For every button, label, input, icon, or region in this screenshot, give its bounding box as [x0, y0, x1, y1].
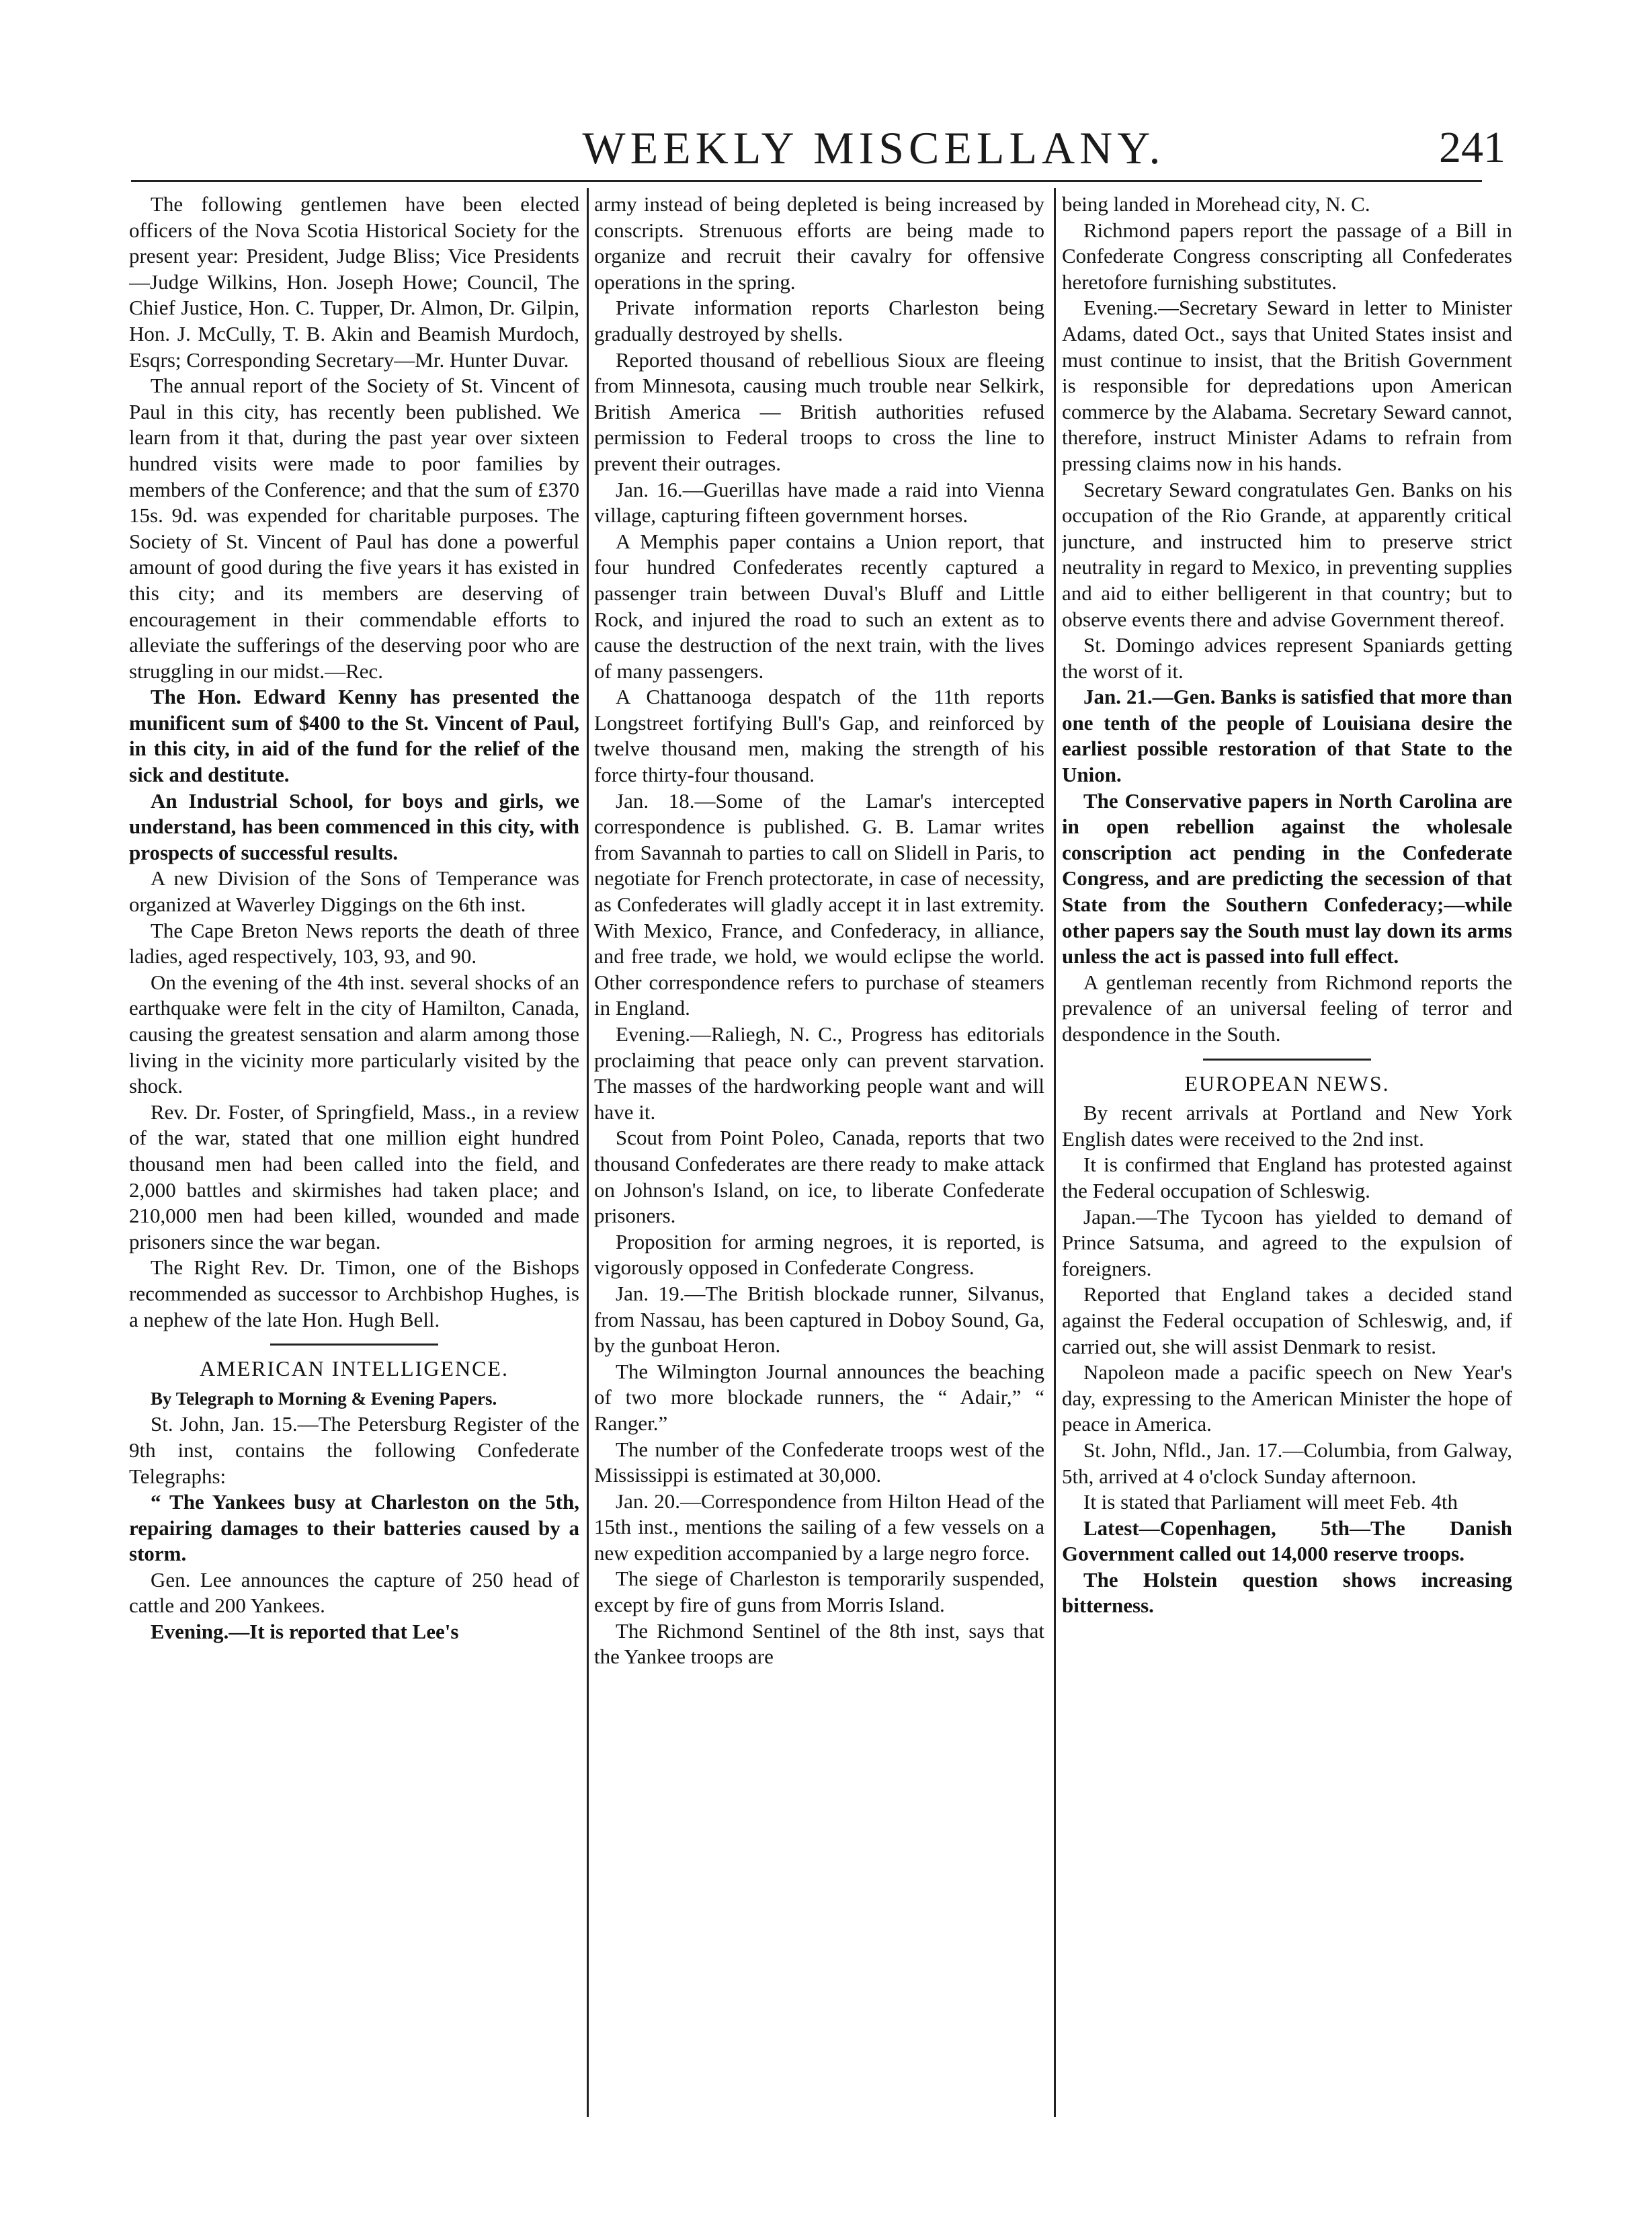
article-paragraph: “ The Yankees busy at Charleston on the 5th, repairing damages to their batteries caused by a storm. — [129, 1490, 579, 1566]
article-paragraph: St. John, Jan. 15.—The Petersburg Register of the 9th inst, contains the following Confederate Telegraphs: — [129, 1412, 579, 1488]
article-paragraph: Private information reports Charleston being gradually destroyed by shells. — [594, 296, 1044, 345]
article-paragraph: Jan. 16.—Guerillas have made a raid into Vienna village, capturing fifteen government horses. — [594, 477, 1044, 528]
column-3 — [1062, 192, 1512, 2127]
article-paragraph: Richmond papers report the passage of a Bill in Confederate Congress conscripting all Confederates heretofore furnishing substitutes. — [1062, 218, 1512, 294]
article-paragraph: It is confirmed that England has protested against the Federal occupation of Schleswig. — [1062, 1153, 1512, 1202]
masthead — [134, 114, 1505, 181]
article-paragraph: The Right Rev. Dr. Timon, one of the Bishops recommended as successor to Archbishop Hughes, is a nephew of the late Hon. Hugh Bell. — [129, 1255, 579, 1331]
section-heading-european: EUROPEAN NEWS. — [1062, 1056, 1512, 1097]
article-paragraph: The Conservative papers in North Carolina are in open rebellion against the wholesale conscription act pending in the Confederate Congress, and are predicting the secession of that State from the Southern Confederacy;—while other papers say the South must lay down its arms unless the act is passed into full effect. — [1062, 788, 1512, 968]
article-paragraph: being landed in Morehead city, N. C. — [1062, 192, 1370, 216]
article-paragraph: A Memphis paper contains a Union report, that four hundred Confederates recently captured a passenger train between Duval's Bluff and Little Rock, and injured the road to such an extent as to cause the destruction of the next train, with the lives of many passengers. — [594, 529, 1044, 683]
article-paragraph: The following gentlemen have been elected officers of the Nova Scotia Historical Society for the present year: President, Judge Bliss; Vice Presidents—Judge Wilkins, Hon. Joseph Howe; Council, The Chief Justice, Hon. C. Tupper, Dr. Almon, Dr. Gilpin, Hon. J. McCully, T. B. Akin and Beamish Murdoch, Esqrs; Corresponding Secretary—Mr. Hunter Duvar. — [129, 192, 579, 372]
column-divider-left — [587, 188, 589, 2117]
article-paragraph: A new Division of the Sons of Temperance was organized at Waverley Diggings on the 6th inst. — [129, 866, 579, 917]
article-paragraph: Reported that England takes a decided stand against the Federal occupation of Schleswig, and, if carried out, she will assist Denmark to resist. — [1062, 1282, 1512, 1358]
article-paragraph: On the evening of the 4th inst. several shocks of an earthquake were felt in the city of Hamilton, Canada, causing the greatest sensation and alarm among those living in the vicinity more particularly visited by the shock. — [129, 970, 579, 1098]
page-title: WEEKLY MISCELLANY. — [582, 122, 1165, 173]
section-subline: By Telegraph to Morning & Evening Papers. — [151, 1388, 497, 1409]
article-paragraph: The Hon. Edward Kenny has presented the munificent sum of $400 to the St. Vincent of Paul, in this city, in aid of the fund for the relief of the sick and destitute. — [129, 685, 579, 787]
column-divider-right — [1054, 188, 1056, 2117]
article-paragraph: Jan. 18.—Some of the Lamar's intercepted correspondence is published. G. B. Lamar writes from Savannah to parties to call on Slidell in Paris, to negotiate for French protectorate, in case of necessity, as Confederates will gladly accept it in last extremity. With Mexico, France, and Confederacy, in alliance, and free trade, we hold, we would eclipse the world. Other correspondence refers to purchase of steamers in England. — [594, 788, 1044, 1020]
article-paragraph: Jan. 21.—Gen. Banks is satisfied that more than one tenth of the people of Louisiana desire the earliest possible restoration of that State to the Union. — [1062, 685, 1512, 787]
article-paragraph: Scout from Point Poleo, Canada, reports that two thousand Confederates are there ready to make attack on Johnson's Island, on ice, to liberate Confederate prisoners. — [594, 1126, 1044, 1228]
article-paragraph: A Chattanooga despatch of the 11th reports Longstreet fortifying Bull's Gap, and reinforced by twelve thousand men, making the strength of his force thirty-four thousand. — [594, 685, 1044, 787]
article-paragraph: Reported thousand of rebellious Sioux are fleeing from Minnesota, causing much trouble near Selkirk, British America — British authorities refused permission to Federal troops to cross the line to prevent their outrages. — [594, 347, 1044, 475]
article-paragraph: The annual report of the Society of St. Vincent of Paul in this city, has recently been published. We learn from it that, during the past year over sixteen hundred visits were made to poor families by members of the Conference; and that the sum of £370 15s. 9d. was expended for charitable purposes. The Society of St. Vincent of Paul has done a powerful amount of good during the five years it has existed in this city; and its members are deserving of encouragement in their commendable efforts to alleviate the sufferings of the deserving poor who are struggling in our midst.—Rec. — [129, 374, 579, 683]
article-paragraph: Napoleon made a pacific speech on New Year's day, expressing to the American Minister the hope of peace in America. — [1062, 1360, 1512, 1436]
article-paragraph: The Richmond Sentinel of the 8th inst, says that the Yankee troops are — [594, 1618, 1044, 1669]
article-paragraph: Jan. 19.—The British blockade runner, Silvanus, from Nassau, has been captured in Doboy Sound, Ga, by the gunboat Heron. — [594, 1281, 1044, 1358]
article-paragraph: The Wilmington Journal announces the beaching of two more blockade runners, the “ Adair,” “ Ranger.” — [594, 1359, 1044, 1435]
article-paragraph: Evening.—Secretary Seward in letter to Minister Adams, dated Oct., says that United States insist and must continue to insist, that the British Government is responsible for depredations upon American commerce by the Alabama. Secretary Seward cannot, therefore, instruct Minister Adams to refrain from pressing claims now in his hands. — [1062, 296, 1512, 475]
article-paragraph: Jan. 20.—Correspondence from Hilton Head of the 15th inst., mentions the sailing of a few vessels on a new expedition accompanied by a large negro force. — [594, 1489, 1044, 1565]
section-heading-american: AMERICAN INTELLIGENCE. — [129, 1341, 579, 1382]
column-1 — [129, 192, 579, 2127]
article-paragraph: Latest—Copenhagen, 5th—The Danish Government called out 14,000 reserve troops. — [1062, 1516, 1512, 1566]
article-paragraph: It is stated that Parliament will meet Feb. 4th — [1083, 1490, 1458, 1514]
article-paragraph: The Cape Breton News reports the death of three ladies, aged respectively, 103, 93, and 90. — [129, 918, 579, 968]
article-paragraph: The siege of Charleston is temporarily suspended, except by fire of guns from Morris Island. — [594, 1567, 1044, 1617]
article-paragraph: A gentleman recently from Richmond reports the prevalence of an universal feeling of terror and despondence in the South. — [1062, 970, 1512, 1046]
article-paragraph: The Holstein question shows increasing bitterness. — [1062, 1567, 1512, 1618]
article-paragraph: An Industrial School, for boys and girls, we understand, has been commenced in this city, with prospects of successful results. — [129, 788, 579, 864]
article-paragraph: Proposition for arming negroes, it is reported, is vigorously opposed in Confederate Congress. — [594, 1229, 1044, 1280]
article-paragraph: St. John, Nfld., Jan. 17.—Columbia, from Galway, 5th, arrived at 4 o'clock Sunday afternoon. — [1062, 1438, 1512, 1488]
article-paragraph: The number of the Confederate troops west of the Mississippi is estimated at 30,000. — [594, 1437, 1044, 1487]
article-paragraph: Rev. Dr. Foster, of Springfield, Mass., in a review of the war, stated that one million eight hundred thousand men had been called into the field, and 2,000 battles and skirmishes had taken place; and 210,000 men had been killed, wounded and made prisoners since the war began. — [129, 1100, 579, 1253]
article-paragraph: army instead of being depleted is being increased by conscripts. Strenuous efforts are being made to organize and recruit their cavalry for offensive operations in the spring. — [594, 192, 1044, 294]
article-paragraph: Evening.—It is reported that Lee's — [151, 1620, 459, 1644]
article-paragraph: St. Domingo advices represent Spaniards getting the worst of it. — [1062, 633, 1512, 683]
article-paragraph: Gen. Lee announces the capture of 250 head of cattle and 200 Yankees. — [129, 1567, 579, 1618]
column-2 — [594, 192, 1044, 2127]
article-paragraph: Evening.—Raliegh, N. C., Progress has editorials proclaiming that peace only can prevent starvation. The masses of the hardworking people want and will have it. — [594, 1022, 1044, 1124]
article-paragraph: Japan.—The Tycoon has yielded to demand of Prince Satsuma, and agreed to the expulsion of foreigners. — [1062, 1204, 1512, 1280]
page-number: 241 — [1439, 123, 1505, 172]
article-paragraph: By recent arrivals at Portland and New York English dates were received to the 2nd inst. — [1062, 1101, 1512, 1151]
header-rule — [131, 180, 1482, 182]
article-paragraph: Secretary Seward congratulates Gen. Banks on his occupation of the Rio Grande, at apparently critical juncture, and instructed him to preserve strict neutrality in regard to Mexico, in preventing supplies and aid to either belligerent in that country; but to observe events there and advise Government thereof. — [1062, 477, 1512, 631]
